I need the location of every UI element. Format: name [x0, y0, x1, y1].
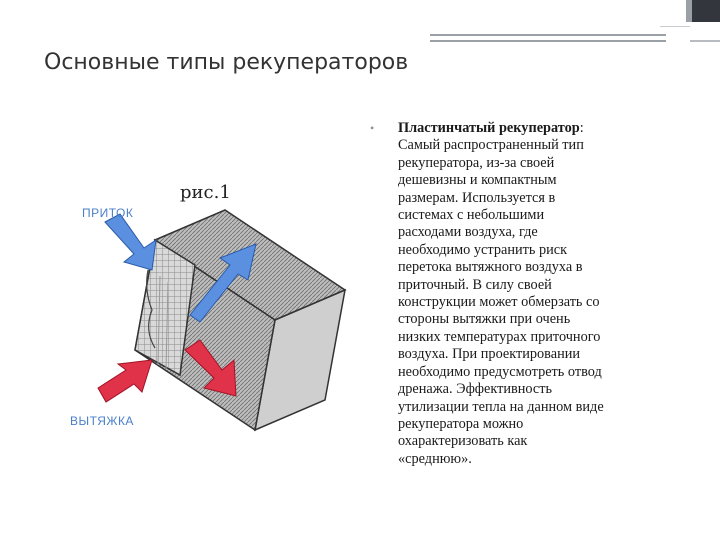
decor-rule: [430, 34, 666, 36]
bullet-line: стороны вытяжки при очень: [398, 311, 571, 328]
bullet-paragraph: [384, 120, 694, 468]
exhaust-label: ВЫТЯЖКА: [70, 414, 134, 428]
bullet-marker: •: [370, 121, 375, 135]
top-decoration-bar: [0, 0, 720, 22]
recuperator-figure: [60, 170, 360, 450]
bullet-line: перетока вытяжного воздуха в: [398, 259, 583, 276]
bullet-line: рекуператора можно: [398, 415, 524, 432]
bullet-line: «среднюю».: [398, 450, 472, 467]
bullet-line: утилизации тепла на данном виде: [398, 398, 604, 415]
bullet-line: размерам. Используется в: [398, 189, 556, 206]
bullet-line: рекуператора, из-за своей: [398, 154, 555, 171]
bullet-line: воздуха. При проектировании: [398, 346, 581, 363]
bullet-heading: Пластинчатый рекуператор: [398, 120, 580, 136]
top-dark-block: [692, 0, 720, 22]
bullet-line: охарактеризовать как: [398, 433, 528, 450]
inflow-label: ПРИТОК: [82, 206, 134, 220]
bullet-line: дешевизны и компактным: [398, 172, 557, 189]
decor-rule: [660, 26, 690, 27]
bullet-line: конструкции может обмерзать со: [398, 294, 600, 311]
bullet-text-block: [370, 120, 694, 468]
inflow-arrow-in: [105, 214, 156, 270]
figure-caption: рис.1: [180, 182, 231, 203]
bullet-line: Самый распространенный тип: [398, 137, 584, 154]
slide-title: Основные типы рекуператоров: [44, 50, 409, 75]
bullet-line: системах с небольшими: [398, 207, 545, 224]
decor-rule: [690, 40, 720, 42]
bullet-line: расходами воздуха, где: [398, 224, 538, 241]
bullet-line: необходимо устранить риск: [398, 241, 568, 258]
bullet-line: необходимо предусмотреть отвод: [398, 363, 602, 380]
bullet-line: дренажа. Эффективность: [398, 381, 553, 398]
bullet-line: низких температурах приточного: [398, 328, 601, 345]
decor-rule: [430, 40, 666, 42]
bullet-line: приточный. В силу своей: [398, 276, 552, 293]
bullet-heading-colon: :: [579, 120, 584, 136]
exhaust-arrow-out: [98, 360, 152, 402]
